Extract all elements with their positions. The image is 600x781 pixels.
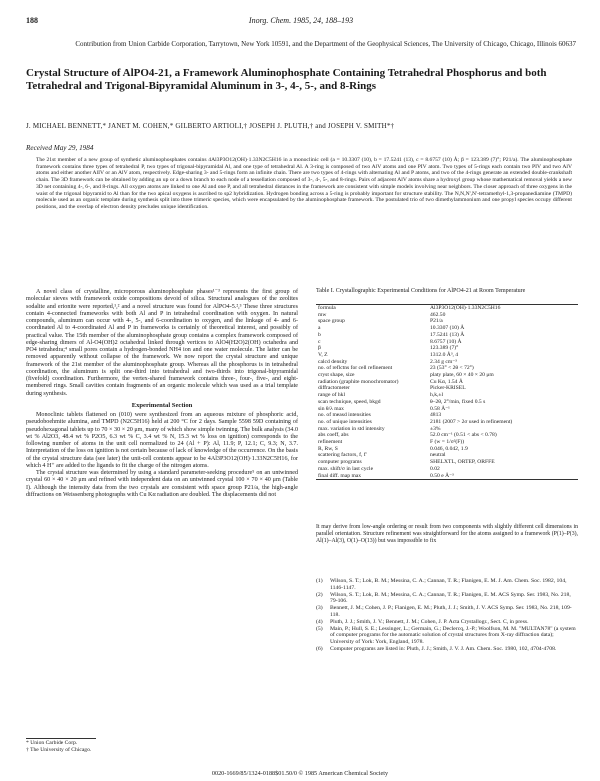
table-label: diffractometer [318, 385, 350, 392]
table-label: refinement [318, 439, 343, 446]
table-value: ±3% [430, 425, 441, 432]
table-value: 1312.0 Å³, 4 [430, 351, 459, 358]
reference-list [316, 578, 578, 653]
table-value: neutral [430, 452, 446, 459]
crystallographic-table [316, 304, 578, 480]
table-value: 8.6757 (10) Å [430, 338, 462, 345]
table-value: 123.389 (7)° [430, 345, 459, 352]
table-value: Al3P3O12(OH)·1.33N2C5H16 [430, 305, 501, 311]
table-label: max. variation in std intensity [318, 425, 385, 432]
reference-item [316, 605, 578, 619]
table-label: c [318, 338, 321, 345]
reference-item [316, 619, 578, 626]
table-label: formula [318, 305, 336, 311]
copyright-line: 0020-1669/85/1324-0188$01.50/0 © 1985 American Chemical Society [211, 770, 389, 777]
table-value: 10.3307 (10) Å [430, 325, 465, 332]
table-row [316, 365, 578, 372]
reference-text: Wilson, S. T.; Lok, B. M.; Messina, C. A.; Cannan, T. R.; Flanigen, E. M. J. Am. Chem. Soc. 1982, 104, 1146-1147. [330, 578, 567, 591]
experimental-paragraph-1: Monoclinic tablets flattened on (010) were synthesized from an aqueous mixture of phosphoric acid, pseudoboehmite alumina, and TMPD (N2C5H16) held at 200 °C for 2 days. Sample 5598 59D containing of pseudohexagonal tablets up to 70 × 30 × 20 μm, many of which show simple twinning. The bulk analysis (34.0 wt % Al2O3, 48.4 wt % P2O5, 6.3 wt % C, 3.4 wt % N, 15.3 wt % loss on ignition) corresponds to the following number of atoms in the unit cell normalized to 24 (Al + P): Al, 11.9; P, 12.1; C, 9.3; N, 3.7. Interpretation of the loss on ignition is not certain because of lack of knowledge of the occurrence. On the basis of the crystal structure data (see later) the unit-cell contents appear to be 4Al3P3O12(OH)·1.33N2C5H16, for which 4 H⁺ are added to the ligands to fit the charge of the nitrogen atoms. [26, 412, 298, 469]
table-row [316, 332, 578, 339]
reference-number: (6) [316, 645, 323, 652]
table-title: Table I. Crystallographic Experimental Conditions for AlPO4-21 at Room Temperature [316, 288, 526, 294]
reference-item [316, 626, 578, 646]
table-label: cryst shape, size [318, 372, 355, 379]
table-label: β [318, 345, 321, 352]
table-label: no. of reflctns for cell refinement [318, 365, 393, 372]
table-row [316, 473, 578, 480]
reference-text: Pluth, J. J.; Smith, J. V.; Bennett, J. M.; Cohen, J. P. Acta Crystallogr., Sect. C, in press. [330, 618, 529, 625]
table-continuation-text: It may derive from low-angle ordering or result from two components with slightly different cell dimensions in parallel orientation. Structure refinement was straightforward for the atoms assigned to a framework (P(1)–P(3), Al(1)–Al(3), O(1)–O(13)) but was impossible to fix [316, 524, 578, 544]
affiliation: Contribution from Union Carbide Corporation, Tarrytown, New York 10591, and the Department of the Geophysical Sciences, The University of Chicago, Chicago, Illinois 60637 [75, 40, 576, 48]
table-value: 17.5241 (13) Å [430, 331, 465, 338]
reference-text: Bennett, J. M.; Cohen, J. P.; Flanigen, E. M.; Pluth, J. J.; Smith, J. V. ACS Symp. Ser. 1983, No. 218, 109-118. [330, 605, 572, 618]
table-row [316, 312, 578, 319]
table-row [316, 325, 578, 332]
table-value: h,k,±l [430, 392, 444, 399]
reference-number: (3) [316, 605, 323, 612]
table-label: abs coeff, abs [318, 432, 349, 439]
table-value: Picker-KRISEL [430, 385, 466, 392]
table-row [316, 459, 578, 466]
table-label: scattering factors, f, f' [318, 452, 367, 459]
table-value: 0.02 [430, 465, 440, 472]
intro-paragraph: A novel class of crystalline, microporous aluminophosphate phases¹⁻³ represents the first group of molecular sieves with framework oxide compositions devoid of silica. Structural analogues of the zeolites sodalite and erionite were reported,¹,² and a novel structure was found for AlPO4-5.²,³ These three structures contain 4-connected frameworks with both Al and P in tetrahedral coordination with oxygen. In natural compounds, aluminum can occur with 4-, 5-, and 6-coordination to oxygen, and the linkage of 4- and 6-coordinated Al to 4-coordinated Al and P in frameworks is certainly of theoretical interest, and possibly of practical value. The 15th member of the aluminophosphate group contains a complex framework composed of edge-sharing dimers of Al-O4(OH)2 octahedral linked through vertices to AlO4(H2O)2(OH) octahedra and PO4 tetrahedra;⁴ small pores contain a hydrogen-bonded NH4 ion and one water molecule. The latter can be removed apparently without collapse of the framework. We now report the crystal structure and unique framework of the 21st member of the aluminophosphate group. Whereas all the phosphorus is in tetrahedral coordination, the aluminum is split one-third into tetrahedral and two-thirds into trigonal-bipyramidal (fivefold) coordination. Furthermore, the vertex-shared framework contains three-, four-, five-, and eight-membered rings. Small cavities contain fragments of an organic molecule which was used as a trial template during synthesis. [26, 289, 298, 397]
table-row [316, 305, 578, 312]
reference-item [316, 646, 578, 653]
table-label: no. of measd intensities [318, 412, 371, 419]
table-value: 23 (53° < 2θ < 72°) [430, 365, 474, 372]
table-row [316, 419, 578, 426]
table-value: 52.0 cm⁻¹ (0.51 < abs < 0.78) [430, 432, 497, 439]
footnote-divider [26, 738, 96, 739]
table-label: V, Z [318, 351, 328, 358]
footnotes [26, 740, 298, 754]
table-value: 0.046, 0.042, 1.9 [430, 445, 468, 452]
table-value: 462.50 [430, 311, 446, 318]
table-row [316, 352, 578, 359]
table-label: space group [318, 318, 345, 325]
table-label: a [318, 325, 321, 332]
table-label: computer programs [318, 459, 362, 466]
table-label: sin θ/λ max [318, 405, 344, 412]
table-row [316, 452, 578, 459]
reference-item [316, 592, 578, 606]
table-value: P21/a [430, 318, 443, 325]
journal-citation: Inorg. Chem. 1985, 24, 188–193 [248, 16, 354, 25]
table-row [316, 372, 578, 379]
table-row [316, 379, 578, 386]
received-date: Received May 29, 1984 [26, 144, 94, 152]
footnote-item: † The University of Chicago. [26, 747, 92, 753]
table-label: calcd density [318, 358, 348, 365]
reference-text: Main, P.; Hull, S. E.; Lessinger, L.; Germain, G.; Declercq, J.-P.; Woolfson, M. M. "MULTAN78" (a system of computer programs for the automatic solution of crystal structures from X-ray diffraction data); University of York: York, England, 1978. [330, 625, 576, 646]
reference-number: (4) [316, 618, 323, 625]
table-row [316, 466, 578, 473]
table-value: Cu Kα, 1.54 Å [430, 378, 463, 385]
reference-text: Wilson, S. T.; Lok, B. M.; Messina, C. A.; Cannan, T. R.; Flanigen, E. M. ACS Symp. Ser. 1983, No. 218, 79-106. [330, 591, 571, 605]
reference-number: (1) [316, 578, 323, 584]
left-column [26, 289, 298, 499]
table-label: mw [318, 311, 327, 318]
table-label: no. of unique intensities [318, 418, 372, 425]
table-label: final diff. map max [318, 472, 362, 479]
table-value: platy plate, 60 × 40 × 20 μm [430, 372, 494, 379]
table-row [316, 412, 578, 419]
footnote-item: * Union Carbide Corp. [26, 740, 78, 746]
table-label: max. shift/σ in last cycle [318, 465, 374, 472]
table-row [316, 385, 578, 392]
table-row [316, 392, 578, 399]
table-row [316, 439, 578, 446]
table-value: 2.34 g cm⁻³ [430, 358, 457, 365]
table-label: b [318, 331, 321, 338]
abstract: The 21st member of a new group of synthetic aluminophosphates contains 4Al3P3O12(OH)·1.33N2C5H16 in a monoclinic cell (a = 10.3307 (10), b = 17.5241 (13), c = 8.6757 (10) Å; β = 123.389 (7)°; P21/a). The aluminophosphate framework contains three types of tetrahedral P, two types of trigonal-bipyramidal Al, and one type of tetrahedral Al. A 3-ring is composed of two AlV atoms and one PIV atom. Two types of 5-rings each contain two PIV and two AlV atoms and either another AlIV or an AlV atom, respectively. Edge-sharing 3- and 5-rings form an infinite chain. There are two types of 4-rings with alternating Al and P atoms, and two of the 4-rings generate an extended double-crankshaft chain. The 3D framework can be obtained by adding an up or a down branch to each node of a tessellation composed of 3-, 4-, 5-, and 8-rings. Pairs of adjacent AlV atoms share a hydroxyl group whose mathematical removal yields a new 3D net containing 4-, 6-, and 8-rings. All oxygen atoms are linked to one Al and one P, and all tetrahedral distances in the framework are consistent with simple models involving near neighbors. The closer approach of three oxygens in the waist of the trigonal bipyramid to Al than for the two apical oxygens is ascribed to sp2 hybridization. Hydrogen bonding across a 5-ring is probably important for structure stability. The N,N,N',N'-tetramethyl-1,3-propanediamine (TMPD) molecule used as an organic template during synthesis split into three trimeric species, which were encapsulated by the aluminophosphate framework. The postulated trio of two dimethylammonium and one propyl species occupy different positions, and the overlap of electron density precludes unique identification. [36, 157, 572, 210]
section-heading: Experimental Section [131, 401, 193, 409]
experimental-paragraph-2: The crystal structure was determined by using a standard parameter-seeking procedure⁵ on an untwinned crystal 60 × 40 × 20 μm and refined with independent data on an untwinned crystal 100 × 70 × 40 μm (Table I). Although the intensity data from the two crystals are consistent with space group P21/a, the high-angle diffractions on Weissenberg photographs with Cu Kα radiation are doubled. The displacements did not [26, 470, 298, 498]
reference-number: (5) [316, 625, 323, 632]
table-value: 0.50 e Å⁻³ [430, 472, 454, 479]
table-row [316, 399, 578, 406]
author-list: J. MICHAEL BENNETT,* JANET M. COHEN,* GILBERTO ARTIOLI,† JOSEPH J. PLUTH,† and JOSEPH V. SMITH*† [26, 122, 395, 130]
table-value: 4813 [430, 412, 442, 419]
page-number: 188 [26, 16, 38, 25]
table-value: 2181 (2007 > 2σ used in refinement) [430, 418, 513, 425]
table-label: scan technique, speed, bkgd [318, 398, 381, 405]
table-value: 0.58 Å⁻¹ [430, 405, 450, 412]
paper-title: Crystal Structure of AlPO4-21, a Framework Aluminophosphate Containing Tetrahedral Phosphorus and both Tetrahedral and Trigonal-Bipyramidal Aluminum in 3-, 4-, 5-, and 8-Rings [26, 67, 547, 92]
reference-text: Computer programs are listed in: Pluth, J. J.; Smith, J. V. J. Am. Chem. Soc. 1980, 102, 4704-4708. [330, 645, 557, 652]
table-label: radiation (graphite monochromator) [318, 378, 399, 385]
table-label: range of hkl [318, 392, 346, 399]
table-value: SHELXTL, ORTEP, ORFFE [430, 459, 495, 466]
table-row [316, 345, 578, 352]
table-label: R, Rw, S [318, 445, 338, 452]
table-value: F (w = 1/σ²(F)) [430, 439, 465, 446]
reference-item [316, 578, 578, 592]
table-value: θ–2θ, 2°/min, fixed 0.5 s [430, 398, 486, 405]
reference-number: (2) [316, 591, 323, 598]
